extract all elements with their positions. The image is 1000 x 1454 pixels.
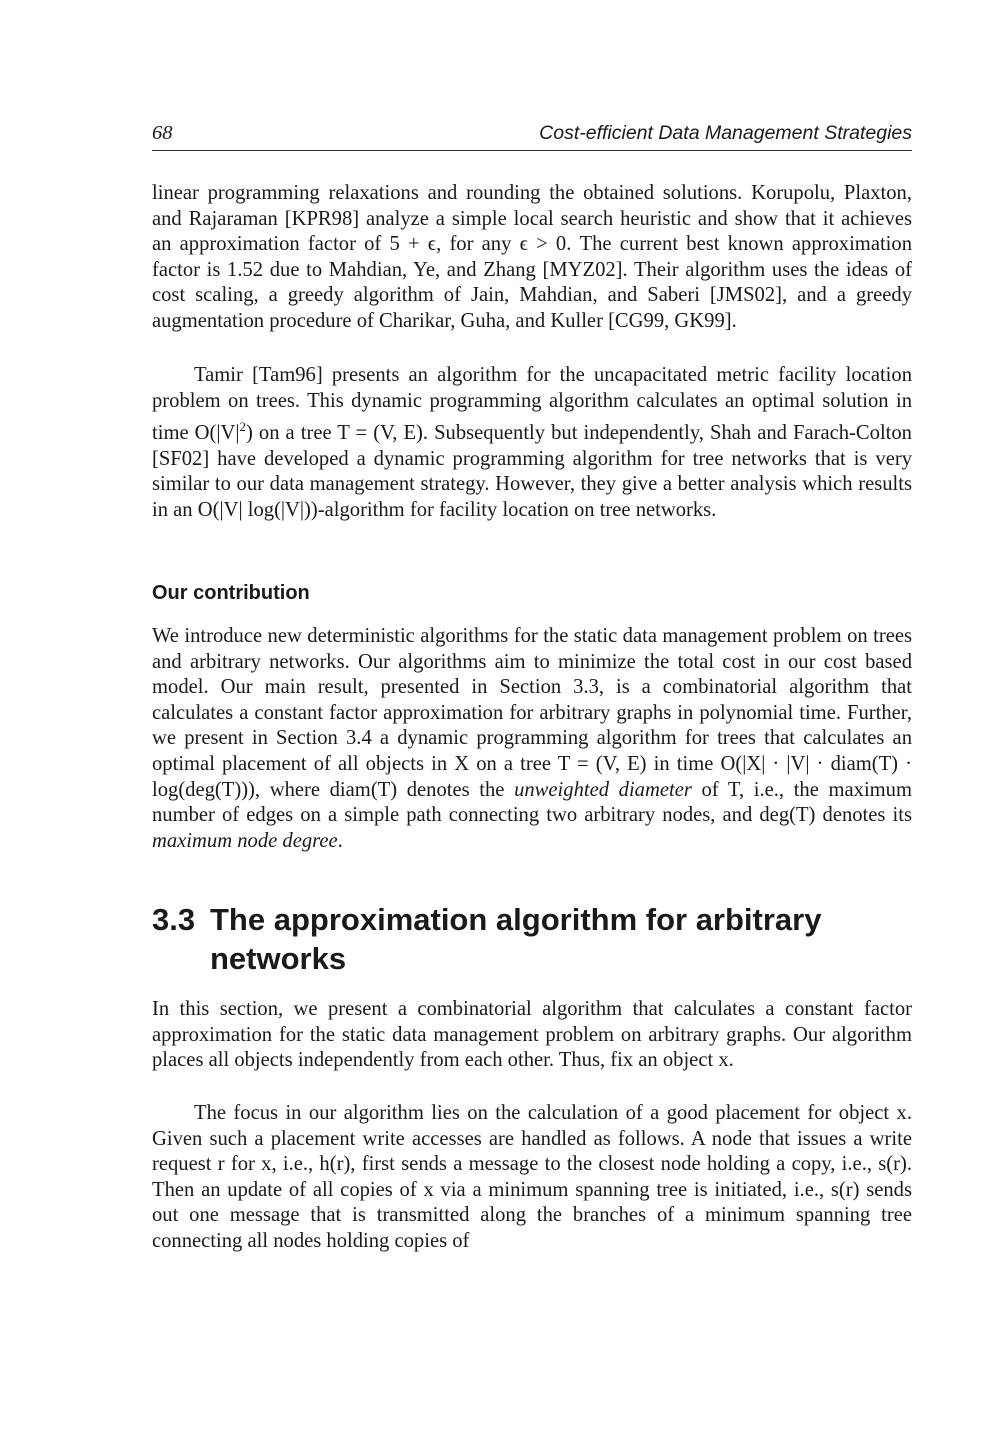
- section-title-line2: networks: [210, 941, 347, 976]
- paragraph-tamir: [152, 363, 912, 523]
- paragraph-text: We introduce new deterministic algorithms for the static data management problem on trees and arbitrary networks. Our algorithms aim to minimize the total cost in our cost based model. Our main result, presented in Section 3.3, is a combinatorial algorithm that calculates a constant factor approximation for arbitrary graphs in polynomial time. Further, we present in Section 3.4 a dynamic programming algorithm for trees that calculates an optimal placement of all objects in X on a tree T = (V, E) in time O(|X| · |V| · diam(T) · log(deg(T))), where diam(T) denotes the: [152, 625, 912, 801]
- section-title-line1: The approximation algorithm for arbitrary: [210, 902, 822, 937]
- running-header: [152, 122, 912, 151]
- paragraph-text: of T, i.e., the maximum number of edges on a simple path connecting two arbitrary nodes, and deg(T) denotes its: [152, 778, 912, 827]
- paragraph-text: In this section, we present a combinatorial algorithm that calculates a constant factor approximation for the static data management problem on arbitrary graphs. Our algorithm places all objects independently from each other. Thus, fix an object x.: [152, 998, 912, 1072]
- section-number: 3.3: [152, 902, 196, 937]
- paragraph-section-intro: [152, 997, 912, 1074]
- paragraph-text: The focus in our algorithm lies on the calculation of a good placement for object x. Given such a placement write accesses are handled as follows. A node that issues a write request r for x, i.e., h(r), first sends a message to the closest node holding a copy, i.e., s(r). Then an update of all copies of x via a minimum spanning tree is initiated, i.e., s(r) sends out one message that is transmitted along the branches of a minimum spanning tree connecting all nodes holding copies of: [152, 1102, 912, 1252]
- paragraph-text: linear programming relaxations and rounding the obtained solutions. Korupolu, Plaxton, and Rajaraman [KPR98] analyze a simple local search heuristic and show that it achieves an approximation factor of 5 + ϵ, for any ϵ > 0. The current best known approximation factor is 1.52 due to Mahdian, Ye, and Zhang [MYZ02]. Their algorithm uses the ideas of cost scaling, a greedy algorithm of Jain, Mahdian, and Saberi [JMS02], and a greedy augmentation procedure of Charikar, Guha, and Kuller [CG99, GK99].: [152, 182, 912, 332]
- page-number: 68: [152, 122, 173, 144]
- paragraph-focus: [152, 1101, 912, 1255]
- superscript: 2: [239, 419, 246, 435]
- paragraph-related-work: [152, 181, 912, 335]
- paragraph-contribution: [152, 624, 912, 854]
- running-title: Cost-efficient Data Management Strategies: [539, 122, 912, 144]
- paragraph-text: ) on a tree T = (V, E). Subsequently but independently, Shah and Farach-Colton [SF02] have developed a dynamic programming algorithm for tree networks that is very similar to our data management strategy. However, they give a better analysis which results in an O(|V| log(|V|))-algorithm for facility location on tree networks.: [152, 422, 912, 521]
- paragraph-text: Tamir [Tam96] presents an algorithm for the uncapacitated metric facility location problem on trees. This dynamic programming algorithm calculates an optimal solution in time O(|V|: [152, 364, 912, 445]
- emphasis: unweighted diameter: [514, 778, 692, 801]
- paragraph-text: .: [337, 829, 343, 852]
- emphasis: maximum node degree: [152, 829, 338, 852]
- subsection-heading: [152, 582, 912, 605]
- section-heading: [152, 900, 912, 978]
- subsection-title: Our contribution: [152, 582, 310, 604]
